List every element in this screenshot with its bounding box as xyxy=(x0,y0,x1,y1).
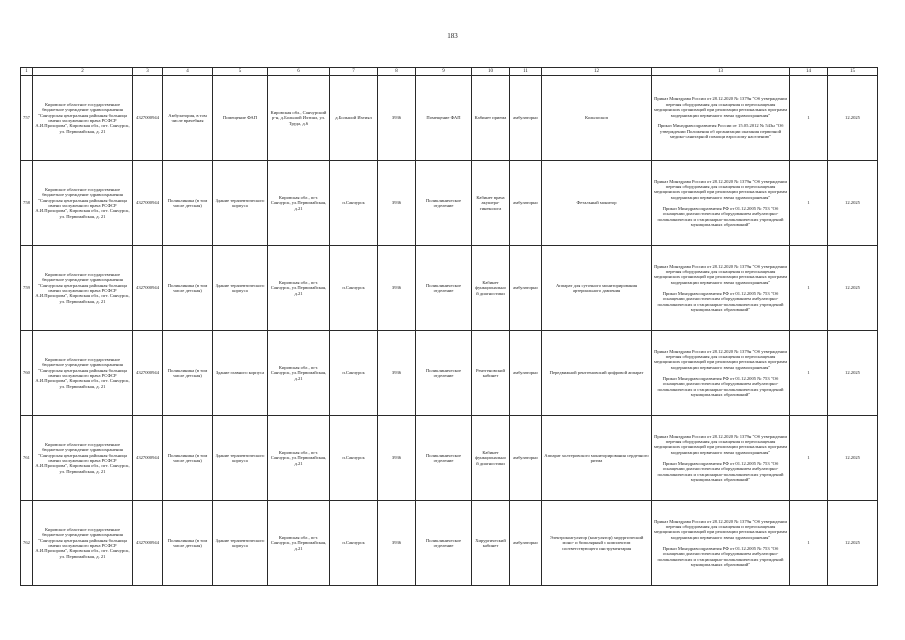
institution-cell: Кировское областное государственное бюджетное учреждение здравоохранения "Санчурская центральная районная больница имени заслуженного врача РСФСР А.И.Прохорова", Кировская обл., пгт. Санчурск, ул. Первомайская, д. 21 xyxy=(33,501,133,586)
equipment-cell: Электрокоагулятор (коагулятор) хирургический моно- и биполярный с комплектом соответствующего инструментария xyxy=(542,501,652,586)
row-number: 760 xyxy=(21,331,33,416)
division-cell: Поликлиника (в том числе детская) xyxy=(163,331,213,416)
equipment-table xyxy=(20,67,878,586)
column-header: 15 xyxy=(828,68,878,76)
column-header: 4 xyxy=(163,68,213,76)
cabinet-cell: Кабинет приема xyxy=(472,76,510,161)
quantity-cell: 1 xyxy=(790,416,828,501)
quantity-cell: 1 xyxy=(790,331,828,416)
locality-cell: п.Санчурск xyxy=(330,246,378,331)
inn-cell: 4327000944 xyxy=(133,76,163,161)
address-cell: Кировская обл., пгт. Санчурск, ул.Первомайская, д.21 xyxy=(268,331,330,416)
address-cell: Кировская обл., Санчурский р-н, д.Большой Ихтиял, ул. Труда, д.6 xyxy=(268,76,330,161)
row-number: 757 xyxy=(21,76,33,161)
code-cell: 3936 xyxy=(378,161,416,246)
basis-cell: Приказ Минздрава России от 28.12.2020 № 1379н "Об утверждении перечня оборудования для оснащения и переоснащения медицинских организаций при реализации региональных программ модернизации первичного звена здравоохранения" Приказ Минздравсоцразвития РФ от 01.12.2005 № 753 "Об оснащении диагностическим оборудованием амбулаторно-поликлинических и стационарно-поликлинических учреждений муниципальных образований" xyxy=(652,331,790,416)
locality-cell: п.Санчурск xyxy=(330,501,378,586)
basis-cell: Приказ Минздрава России от 28.12.2020 № 1379н "Об утверждении перечня оборудования для оснащения и переоснащения медицинских организаций при реализации региональных программ модернизации первичного звена здравоохранения" Приказ Минздравсоцразвития РФ от 01.12.2005 № 753 "Об оснащении диагностическим оборудованием амбулаторно-поликлинических и стационарно-поликлинических учреждений муниципальных образований" xyxy=(652,161,790,246)
table-row xyxy=(21,416,878,501)
column-header: 7 xyxy=(330,68,378,76)
inn-cell: 4327000944 xyxy=(133,331,163,416)
quantity-cell: 1 xyxy=(790,161,828,246)
column-header: 10 xyxy=(472,68,510,76)
premises-cell: Поликлиническое отделение xyxy=(416,246,472,331)
locality-cell: д.Большой Ихтиял xyxy=(330,76,378,161)
cabinet-cell: Рентгеновский кабинет xyxy=(472,331,510,416)
code-cell: 3936 xyxy=(378,246,416,331)
row-number: 759 xyxy=(21,246,33,331)
locality-cell: п.Санчурск xyxy=(330,161,378,246)
column-header: 1 xyxy=(21,68,33,76)
address-cell: Кировская обл., пгт. Санчурск, ул.Первомайская, д.21 xyxy=(268,501,330,586)
institution-cell: Кировское областное государственное бюджетное учреждение здравоохранения "Санчурская центральная районная больница имени заслуженного врача РСФСР А.И.Прохорова", Кировская обл., пгт. Санчурск, ул. Первомайская, д. 21 xyxy=(33,246,133,331)
division-cell: Поликлиника (в том числе детская) xyxy=(163,416,213,501)
table-row xyxy=(21,501,878,586)
premises-cell: Поликлиническое отделение xyxy=(416,161,472,246)
quantity-cell: 1 xyxy=(790,76,828,161)
care-type-cell: амбулаторно xyxy=(510,501,542,586)
institution-cell: Кировское областное государственное бюджетное учреждение здравоохранения "Санчурская центральная районная больница имени заслуженного врача РСФСР А.И.Прохорова", Кировская обл., пгт. Санчурск, ул. Первомайская, д. 21 xyxy=(33,161,133,246)
locality-cell: п.Санчурск xyxy=(330,331,378,416)
header-row xyxy=(21,68,878,76)
date-cell: 12.2025 xyxy=(828,76,878,161)
division-cell: Амбулатория, в том числе врачебная xyxy=(163,76,213,161)
date-cell: 12.2025 xyxy=(828,246,878,331)
inn-cell: 4327000944 xyxy=(133,246,163,331)
code-cell: 3936 xyxy=(378,76,416,161)
basis-cell: Приказ Минздрава России от 28.12.2020 № 1379н "Об утверждении перечня оборудования для оснащения и переоснащения медицинских организаций при реализации региональных программ модернизации первичного звена здравоохранения" Приказ Минздравсоцразвития РФ от 01.12.2005 № 753 "Об оснащении диагностическим оборудованием амбулаторно-поликлинических и стационарно-поликлинических учреждений муниципальных образований" xyxy=(652,501,790,586)
code-cell: 3936 xyxy=(378,501,416,586)
building-cell: Здание терапевтического корпуса xyxy=(213,246,268,331)
date-cell: 12.2025 xyxy=(828,331,878,416)
premises-cell: Поликлиническое отделение xyxy=(416,331,472,416)
premises-cell: Поликлиническое отделение xyxy=(416,501,472,586)
code-cell: 3936 xyxy=(378,416,416,501)
code-cell: 3936 xyxy=(378,331,416,416)
date-cell: 12.2025 xyxy=(828,161,878,246)
equipment-cell: Аппарат холтеровского мониторирования сердечного ритма xyxy=(542,416,652,501)
column-header: 8 xyxy=(378,68,416,76)
institution-cell: Кировское областное государственное бюджетное учреждение здравоохранения "Санчурская центральная районная больница имени заслуженного врача РСФСР А.И.Прохорова", Кировская обл., пгт. Санчурск, ул. Первомайская, д. 21 xyxy=(33,416,133,501)
table-row xyxy=(21,246,878,331)
inn-cell: 4327000944 xyxy=(133,501,163,586)
quantity-cell: 1 xyxy=(790,501,828,586)
inn-cell: 4327000944 xyxy=(133,161,163,246)
column-header: 13 xyxy=(652,68,790,76)
row-number: 758 xyxy=(21,161,33,246)
care-type-cell: амбулаторно xyxy=(510,161,542,246)
cabinet-cell: Кабинет функциональной диагностики xyxy=(472,416,510,501)
care-type-cell: амбулаторно xyxy=(510,246,542,331)
cabinet-cell: Кабинет функциональной диагностики xyxy=(472,246,510,331)
inn-cell: 4327000944 xyxy=(133,416,163,501)
address-cell: Кировская обл., пгт. Санчурск, ул.Первомайская, д.21 xyxy=(268,246,330,331)
row-number: 761 xyxy=(21,416,33,501)
equipment-cell: Аппарат для суточного мониторирования артериального давления xyxy=(542,246,652,331)
page-number: 183 xyxy=(447,32,458,40)
division-cell: Поликлиника (в том числе детская) xyxy=(163,501,213,586)
equipment-cell: Фетальный монитор xyxy=(542,161,652,246)
equipment-cell: Передвижной рентгеновский цифровой аппарат xyxy=(542,331,652,416)
table-row xyxy=(21,331,878,416)
quantity-cell: 1 xyxy=(790,246,828,331)
address-cell: Кировская обл., пгт. Санчурск, ул.Первомайская, д.21 xyxy=(268,161,330,246)
date-cell: 12.2025 xyxy=(828,416,878,501)
cabinet-cell: Кабинет врача акушера-гинеколога xyxy=(472,161,510,246)
table-row xyxy=(21,76,878,161)
locality-cell: п.Санчурск xyxy=(330,416,378,501)
column-header: 11 xyxy=(510,68,542,76)
institution-cell: Кировское областное государственное бюджетное учреждение здравоохранения "Санчурская центральная районная больница имени заслуженного врача РСФСР А.И.Прохорова", Кировская обл., пгт. Санчурск, ул. Первомайская, д. 21 xyxy=(33,331,133,416)
institution-cell: Кировское областное государственное бюджетное учреждение здравоохранения "Санчурская центральная районная больница имени заслуженного врача РСФСР А.И.Прохорова", Кировская обл., пгт. Санчурск, ул. Первомайская, д. 21 xyxy=(33,76,133,161)
date-cell: 12.2025 xyxy=(828,501,878,586)
care-type-cell: амбулаторно xyxy=(510,416,542,501)
column-header: 3 xyxy=(133,68,163,76)
column-header: 6 xyxy=(268,68,330,76)
column-header: 9 xyxy=(416,68,472,76)
row-number: 762 xyxy=(21,501,33,586)
building-cell: Помещение ФАП xyxy=(213,76,268,161)
table-row xyxy=(21,161,878,246)
address-cell: Кировская обл., пгт. Санчурск, ул.Первомайская, д.21 xyxy=(268,416,330,501)
column-header: 12 xyxy=(542,68,652,76)
equipment-cell: Кольпоскоп xyxy=(542,76,652,161)
premises-cell: Поликлиническое отделение xyxy=(416,416,472,501)
column-header: 2 xyxy=(33,68,133,76)
division-cell: Поликлиника (в том числе детская) xyxy=(163,161,213,246)
premises-cell: Помещение ФАП xyxy=(416,76,472,161)
care-type-cell: амбулаторно xyxy=(510,76,542,161)
division-cell: Поликлиника (в том числе детская) xyxy=(163,246,213,331)
building-cell: Здание главного корпуса xyxy=(213,331,268,416)
building-cell: Здание терапевтического корпуса xyxy=(213,501,268,586)
care-type-cell: амбулаторно xyxy=(510,331,542,416)
basis-cell: Приказ Минздрава России от 28.12.2020 № 1379н "Об утверждении перечня оборудования для оснащения и переоснащения медицинских организаций при реализации региональных программ модернизации первичного звена здравоохранения" Приказ Минздравсоцразвития России от 15.05.2012 № 543н "Об утверждении Положения об организации оказания первичной медико-санитарной помощи взрослому населению" xyxy=(652,76,790,161)
basis-cell: Приказ Минздрава России от 28.12.2020 № 1379н "Об утверждении перечня оборудования для оснащения и переоснащения медицинских организаций при реализации региональных программ модернизации первичного звена здравоохранения" Приказ Минздравсоцразвития РФ от 01.12.2005 № 753 "Об оснащении диагностическим оборудованием амбулаторно-поликлинических и стационарно-поликлинических учреждений муниципальных образований" xyxy=(652,416,790,501)
cabinet-cell: Хирургический кабинет xyxy=(472,501,510,586)
building-cell: Здание терапевтического корпуса xyxy=(213,161,268,246)
column-header: 5 xyxy=(213,68,268,76)
column-header: 14 xyxy=(790,68,828,76)
basis-cell: Приказ Минздрава России от 28.12.2020 № 1379н "Об утверждении перечня оборудования для оснащения и переоснащения медицинских организаций при реализации региональных программ модернизации первичного звена здравоохранения" Приказ Минздравсоцразвития РФ от 01.12.2005 № 753 "Об оснащении диагностическим оборудованием амбулаторно-поликлинических и стационарно-поликлинических учреждений муниципальных образований" xyxy=(652,246,790,331)
building-cell: Здание терапевтического корпуса xyxy=(213,416,268,501)
